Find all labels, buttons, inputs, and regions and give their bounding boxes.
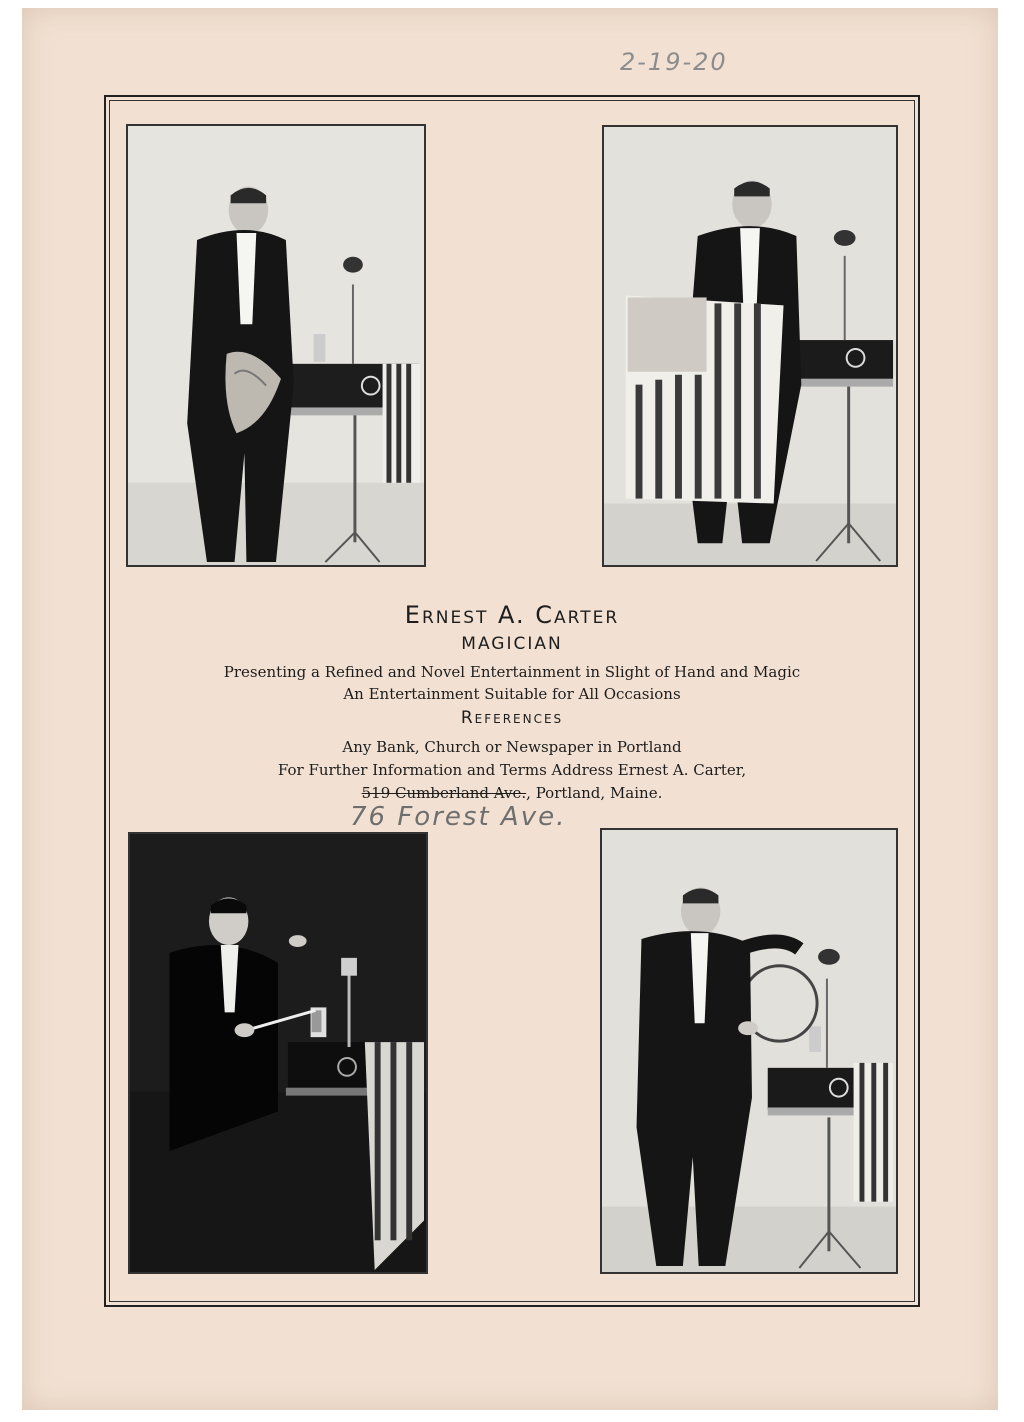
contact-line: For Further Information and Terms Address Ernest A. Carter,: [277, 761, 747, 779]
magician-with-wand-photo: [128, 832, 428, 1274]
description-line-1: Presenting a Refined and Novel Entertainment in Slight of Hand and Magic: [223, 663, 801, 681]
profession-title: MAGICIAN: [461, 634, 563, 654]
city-text: , Portland, Maine.: [526, 784, 663, 802]
description-line-2: An Entertainment Suitable for All Occasions: [343, 685, 681, 703]
handwritten-new-address: 76 Forest Ave.: [350, 802, 567, 832]
magician-name: Ernest A. Carter: [404, 601, 620, 629]
struck-old-address: 519 Cumberland Ave.: [361, 784, 527, 802]
address-line: [104, 784, 920, 802]
magician-with-flag-photo: [602, 125, 898, 567]
references-line: Any Bank, Church or Newspaper in Portland: [342, 738, 682, 756]
magician-with-ring-photo: [600, 828, 898, 1274]
magician-with-handkerchief-photo: [126, 124, 426, 567]
handwritten-date: 2-19-20: [620, 48, 728, 76]
references-heading: References: [460, 708, 564, 728]
